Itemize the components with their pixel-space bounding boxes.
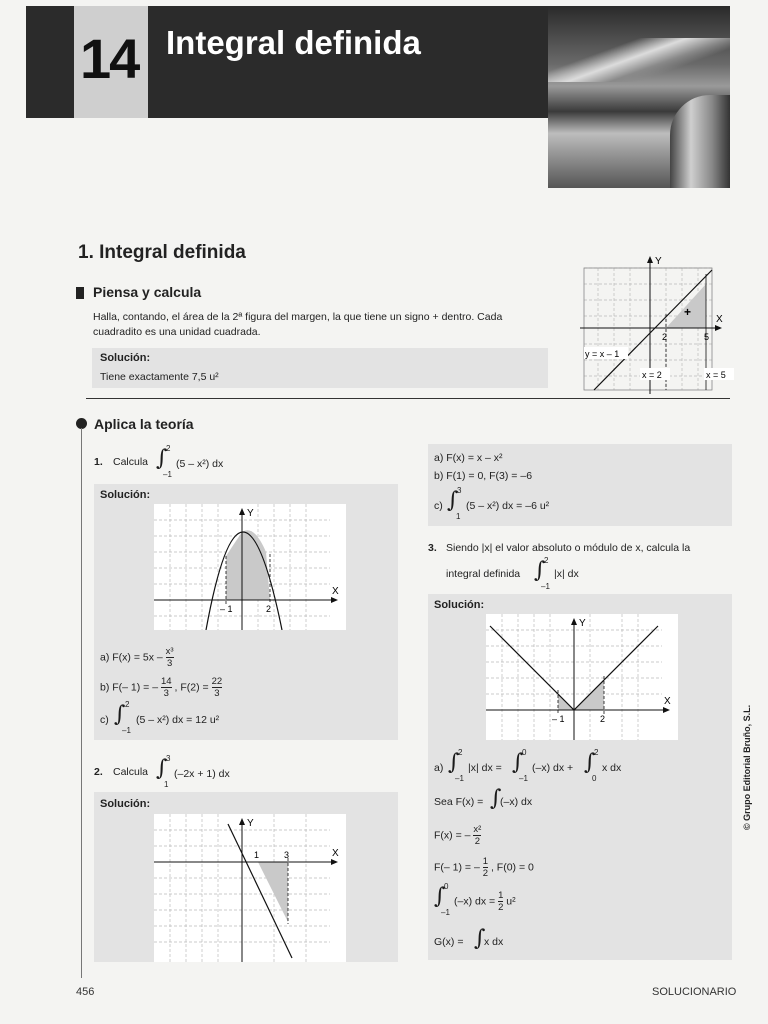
ex3-integrand: |x| dx — [554, 568, 579, 580]
ex3-a-lower3: 0 — [592, 774, 597, 783]
svg-text:3: 3 — [284, 850, 290, 860]
ex3-step-a-label: a) — [434, 762, 444, 774]
ex3-a-upper2: 0 — [522, 748, 527, 757]
publisher-credit: © Grupo Editorial Bruño, S.L. — [742, 704, 752, 830]
ex1-upper-limit: 2 — [166, 444, 171, 453]
ex2-step-b: b) F(1) = 0, F(3) = –6 — [434, 470, 533, 482]
margin-graph — [580, 254, 740, 394]
ex3-a-lower1: –1 — [455, 774, 464, 783]
ex3-number: 3. — [428, 542, 437, 554]
svg-text:x = 5: x = 5 — [706, 370, 726, 380]
svg-text:Y: Y — [655, 256, 662, 267]
piensa-heading: Piensa y calcula — [93, 284, 202, 300]
ex2-upper-limit: 3 — [166, 754, 171, 763]
ex1-step-a: a) F(x) = 5x – $\frac{\text{x³}}{3}$ — [100, 646, 174, 669]
section-divider — [86, 398, 730, 399]
ex3-sea: Sea F(x) = — [434, 796, 484, 808]
ex1-step-c: (5 – x²) dx = 12 u² — [136, 714, 220, 726]
svg-text:Y: Y — [579, 618, 586, 629]
svg-text:Y: Y — [247, 818, 254, 829]
integral-sign-icon: ∫ — [534, 558, 546, 583]
ex2-lower-limit: 1 — [164, 780, 169, 789]
svg-text:X: X — [332, 586, 339, 597]
page-number: 456 — [76, 986, 95, 998]
section-title: 1. Integral definida — [78, 242, 246, 263]
ex1-graph — [154, 504, 346, 630]
ex1-lower-limit: –1 — [163, 470, 172, 479]
ex2-number: 2. — [94, 766, 103, 778]
ex2-graph — [154, 814, 346, 962]
ex3-f-minus1: F(– 1) = – $\frac{1}{2}$ , F(0) = 0 — [434, 856, 534, 879]
ex3-a-upper1: 2 — [458, 748, 463, 757]
ex2-step-c: (5 – x²) dx = –6 u² — [466, 500, 550, 512]
book-name: SOLUCIONARIO — [652, 986, 737, 998]
photo-mountains — [548, 38, 730, 82]
ex1-step-b: b) F(– 1) = – $\frac{14}{3}$ , F(2) = $\frac{22}{3}$ — [100, 676, 223, 699]
ex3-upper-limit: 2 — [544, 556, 549, 565]
ex3-a-upper3: 2 — [594, 748, 599, 757]
svg-text:X: X — [332, 848, 339, 859]
svg-text:X: X — [716, 314, 723, 325]
aplica-heading: Aplica la teoría — [94, 416, 194, 432]
ex2-step-c-label: c) — [434, 500, 443, 512]
svg-text:y = x – 1: y = x – 1 — [585, 349, 620, 359]
ex1-c-upper: 2 — [125, 700, 130, 709]
ex3-int-result: (–x) dx = $\frac{1}{2}$ u² — [454, 890, 516, 913]
ex3-a-lower2: –1 — [519, 774, 528, 783]
integral-sign-icon: ∫ — [156, 446, 168, 471]
solution-label: Solución: — [434, 599, 485, 611]
piensa-solution-text: Tiene exactamente 7,5 u² — [100, 371, 219, 383]
ex3-gx-integrand: x dx — [484, 936, 504, 948]
integral-sign-icon: ∫ — [434, 884, 446, 909]
chapter-number: 14 — [80, 27, 139, 90]
ex1-integrand: (5 – x²) dx — [176, 458, 224, 470]
svg-text:5: 5 — [704, 332, 710, 342]
svg-text:– 1: – 1 — [552, 714, 565, 724]
square-bullet-icon — [76, 287, 84, 299]
integral-sign-icon: ∫ — [584, 750, 596, 775]
ex3-line1: Siendo |x| el valor absoluto o módulo de x, calcula la — [446, 542, 691, 554]
ex3-a-part3: x dx — [602, 762, 622, 774]
svg-text:Y: Y — [247, 508, 254, 519]
solution-label: Solución: — [100, 489, 151, 501]
chapter-title: Integral definida — [166, 24, 421, 61]
solution-label: Solución: — [100, 798, 151, 810]
integral-sign-icon: ∫ — [156, 756, 168, 781]
svg-text:1: 1 — [254, 850, 260, 860]
ex1-number: 1. — [94, 456, 103, 468]
ex3-graph — [486, 614, 678, 740]
svg-text:– 1: – 1 — [220, 604, 233, 614]
ex2-step-a: a) F(x) = x – x² — [434, 452, 503, 464]
ex3-sea-integrand: (–x) dx — [500, 796, 533, 808]
ex3-line2: integral definida — [446, 568, 521, 580]
svg-text:X: X — [664, 696, 671, 707]
ex2-prompt: Calcula — [113, 766, 149, 778]
integral-sign-icon: ∫ — [114, 702, 126, 727]
ex2-c-lower: 1 — [456, 512, 461, 521]
ex3-int-lower: –1 — [441, 908, 450, 917]
ex1-c-lower: –1 — [122, 726, 131, 735]
ex2-integrand: (–2x + 1) dx — [174, 768, 230, 780]
shaded-area — [258, 862, 288, 922]
integral-sign-icon: ∫ — [490, 786, 502, 811]
piensa-prompt: Halla, contando, el área de la 2ª figura del margen, la que tiene un signo + dentro. Cada cuadradito es una unidad cuadrada. — [93, 311, 503, 338]
shaded-area — [226, 530, 270, 600]
ex2-c-upper: 3 — [457, 486, 462, 495]
ex3-a-part1: |x| dx = — [468, 762, 502, 774]
integral-sign-icon: ∫ — [474, 926, 486, 951]
svg-text:2: 2 — [266, 604, 272, 614]
integral-sign-icon: ∫ — [512, 750, 524, 775]
svg-text:x = 2: x = 2 — [642, 370, 662, 380]
ex3-fx: F(x) = – $\frac{\text{x²}}{2}$ — [434, 824, 482, 847]
ex1-prompt: Calcula — [113, 456, 149, 468]
integral-sign-icon: ∫ — [447, 488, 459, 513]
ex3-gx: G(x) = — [434, 936, 464, 948]
ex3-lower-limit: –1 — [541, 582, 550, 591]
photo-dam — [670, 95, 730, 188]
svg-text:2: 2 — [600, 714, 606, 724]
integral-sign-icon: ∫ — [448, 750, 460, 775]
ex3-a-part2: (–x) dx + — [532, 762, 574, 774]
ex3-int-upper: 0 — [444, 882, 449, 891]
svg-text:+: + — [684, 305, 692, 319]
svg-text:2: 2 — [662, 332, 668, 342]
ex1-step-c-label: c) — [100, 714, 109, 726]
column-rule — [81, 428, 82, 978]
solution-label: Solución: — [100, 352, 151, 364]
